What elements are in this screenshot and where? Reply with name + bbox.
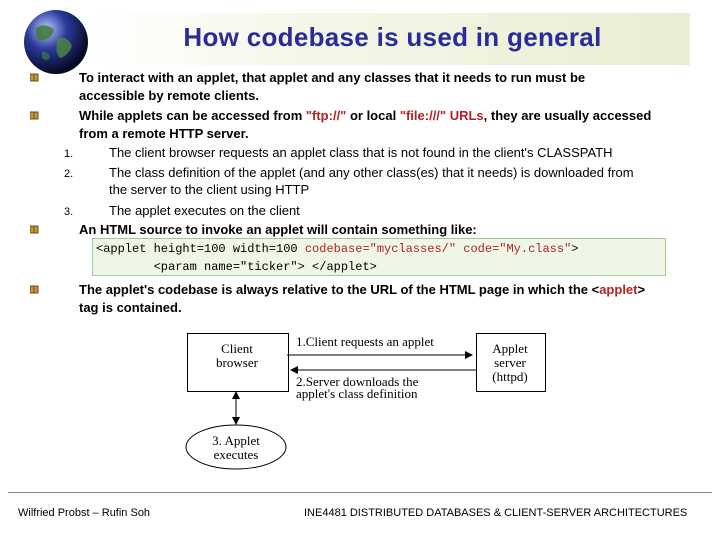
server-label-line: server xyxy=(494,355,526,370)
bullet-2-line-2: from a remote HTTP server. xyxy=(79,126,249,141)
step-number: 1. xyxy=(64,148,74,160)
download-label-line-2: applet's class definition xyxy=(296,386,418,401)
file-protocol: "file:///" URLs xyxy=(399,108,484,123)
bullet-1-line-2: accessible by remote clients. xyxy=(79,88,259,103)
applet-tag: applet xyxy=(599,282,638,297)
server-label-line: Applet xyxy=(492,341,528,356)
step-2-text-line-2: the server to the client using HTTP xyxy=(109,182,310,197)
code-text: > xyxy=(571,242,579,256)
exec-label-line: 3. Applet xyxy=(212,433,260,448)
bullet-4-text: The applet's codebase is always relative to the URL of the HTML page in which the < xyxy=(79,282,600,297)
bullet-3-text: An HTML source to invoke an applet will contain something like: xyxy=(79,222,477,237)
server-label-line: (httpd) xyxy=(492,369,528,384)
bullet-1-line-1: To interact with an applet, that applet and any classes that it needs to run must be xyxy=(79,70,586,85)
code-line-2: <param name="ticker"> </applet> xyxy=(96,260,377,274)
request-label: 1.Client requests an applet xyxy=(296,334,434,349)
exec-label-line: executes xyxy=(213,447,259,462)
footer-authors: Wilfried Probst – Rufin Soh xyxy=(18,507,151,519)
code-text: <applet height=100 width=100 xyxy=(96,242,305,256)
step-2-text: The class definition of the applet (and any other class(es) that it needs) is downloaded from xyxy=(109,165,634,180)
step-number: 2. xyxy=(64,168,74,180)
page-title: How codebase is used in general xyxy=(183,22,602,52)
bullet-4-text: > xyxy=(637,282,646,297)
applet-executes-label xyxy=(186,434,286,462)
code-codebase-attr: codebase="myclasses/" code="My.class" xyxy=(304,242,572,256)
ftp-protocol: "ftp://" xyxy=(305,108,347,123)
bullet-4-line-2: tag is contained. xyxy=(79,300,182,315)
client-label-line: browser xyxy=(216,355,258,370)
bullet-2-text: While applets can be accessed from xyxy=(79,108,306,123)
step-3-text: The applet executes on the client xyxy=(109,203,300,218)
bullet-2-text: , they are usually accessed xyxy=(483,108,652,123)
bullet-2-text: or local xyxy=(346,108,400,123)
footer-divider xyxy=(8,492,712,493)
client-label-line: Client xyxy=(221,341,253,356)
step-number: 3. xyxy=(64,206,74,218)
download-label-line-1: 2.Server downloads the xyxy=(296,374,419,389)
step-1-text: The client browser requests an applet class that is not found in the client's CLASSPATH xyxy=(109,145,613,160)
footer-course: INE4481 DISTRIBUTED DATABASES & CLIENT-SERVER ARCHITECTURES xyxy=(304,507,688,519)
